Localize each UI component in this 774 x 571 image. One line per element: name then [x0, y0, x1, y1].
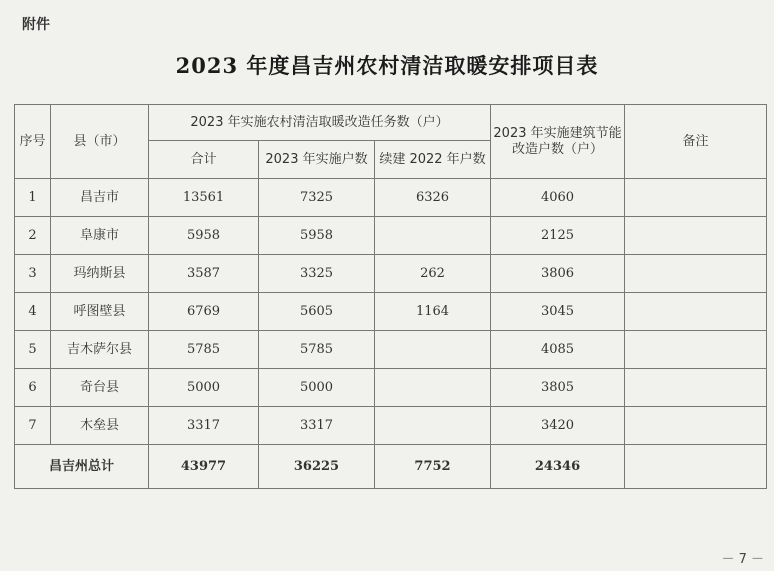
cell-index: 2: [15, 217, 51, 255]
cell-building-energy: 3805: [491, 369, 625, 407]
table-row: [15, 255, 767, 293]
cell-index: 7: [15, 407, 51, 445]
cell-county: 吉木萨尔县: [51, 331, 149, 369]
cell-building-energy: 3806: [491, 255, 625, 293]
cell-building-energy: 2125: [491, 217, 625, 255]
cell-remarks: [625, 369, 767, 407]
total-subtotal: 43977: [149, 445, 259, 489]
cell-subtotal: 6769: [149, 293, 259, 331]
cell-remarks: [625, 179, 767, 217]
cell-continued-2022: 1164: [375, 293, 491, 331]
cell-new-2023: 5958: [259, 217, 375, 255]
header-subtotal: 合计: [149, 141, 259, 179]
cell-remarks: [625, 255, 767, 293]
cell-continued-2022: 262: [375, 255, 491, 293]
cell-subtotal: 5000: [149, 369, 259, 407]
cell-county: 玛纳斯县: [51, 255, 149, 293]
cell-county: 昌吉市: [51, 179, 149, 217]
cell-remarks: [625, 293, 767, 331]
cell-subtotal: 5958: [149, 217, 259, 255]
cell-subtotal: 13561: [149, 179, 259, 217]
document-title: 2023 年度昌吉州农村清洁取暖安排项目表: [175, 53, 599, 78]
cell-building-energy: 4060: [491, 179, 625, 217]
cell-continued-2022: [375, 331, 491, 369]
cell-new-2023: 3325: [259, 255, 375, 293]
cell-building-energy: 4085: [491, 331, 625, 369]
cell-new-2023: 5605: [259, 293, 375, 331]
cell-county: 呼图壁县: [51, 293, 149, 331]
cell-index: 3: [15, 255, 51, 293]
cell-remarks: [625, 217, 767, 255]
total-remarks: [625, 445, 767, 489]
cell-index: 6: [15, 369, 51, 407]
attachment-label: 附件: [22, 17, 50, 33]
header-task-group: 2023 年实施农村清洁取暖改造任务数（户）: [149, 105, 491, 141]
header-index: 序号: [15, 105, 51, 179]
table-row: [15, 331, 767, 369]
cell-subtotal: 3317: [149, 407, 259, 445]
cell-building-energy: 3045: [491, 293, 625, 331]
cell-remarks: [625, 407, 767, 445]
header-county: 县（市）: [51, 105, 149, 179]
cell-remarks: [625, 331, 767, 369]
table-row: [15, 369, 767, 407]
header-building-energy: 2023 年实施建筑节能改造户数（户）: [491, 105, 625, 179]
cell-building-energy: 3420: [491, 407, 625, 445]
total-row: [15, 445, 767, 489]
cell-continued-2022: [375, 407, 491, 445]
page-number: － 7 －: [721, 552, 764, 567]
cell-index: 1: [15, 179, 51, 217]
cell-index: 5: [15, 331, 51, 369]
header-new-2023: 2023 年实施户数: [259, 141, 375, 179]
cell-index: 4: [15, 293, 51, 331]
cell-county: 木垒县: [51, 407, 149, 445]
header-continued-2022: 续建 2022 年户数: [375, 141, 491, 179]
cell-new-2023: 7325: [259, 179, 375, 217]
table-row: [15, 217, 767, 255]
cell-continued-2022: [375, 369, 491, 407]
header-row-1: [15, 105, 767, 141]
heating-project-table: [14, 104, 767, 489]
table-row: [15, 293, 767, 331]
cell-new-2023: 5000: [259, 369, 375, 407]
table-row: [15, 407, 767, 445]
total-new-2023: 36225: [259, 445, 375, 489]
total-building-energy: 24346: [491, 445, 625, 489]
cell-continued-2022: [375, 217, 491, 255]
cell-continued-2022: 6326: [375, 179, 491, 217]
total-continued-2022: 7752: [375, 445, 491, 489]
cell-subtotal: 5785: [149, 331, 259, 369]
table-row: [15, 179, 767, 217]
cell-subtotal: 3587: [149, 255, 259, 293]
cell-new-2023: 3317: [259, 407, 375, 445]
cell-county: 阜康市: [51, 217, 149, 255]
cell-county: 奇台县: [51, 369, 149, 407]
header-remarks: 备注: [625, 105, 767, 179]
total-label: 昌吉州总计: [15, 445, 149, 489]
cell-new-2023: 5785: [259, 331, 375, 369]
